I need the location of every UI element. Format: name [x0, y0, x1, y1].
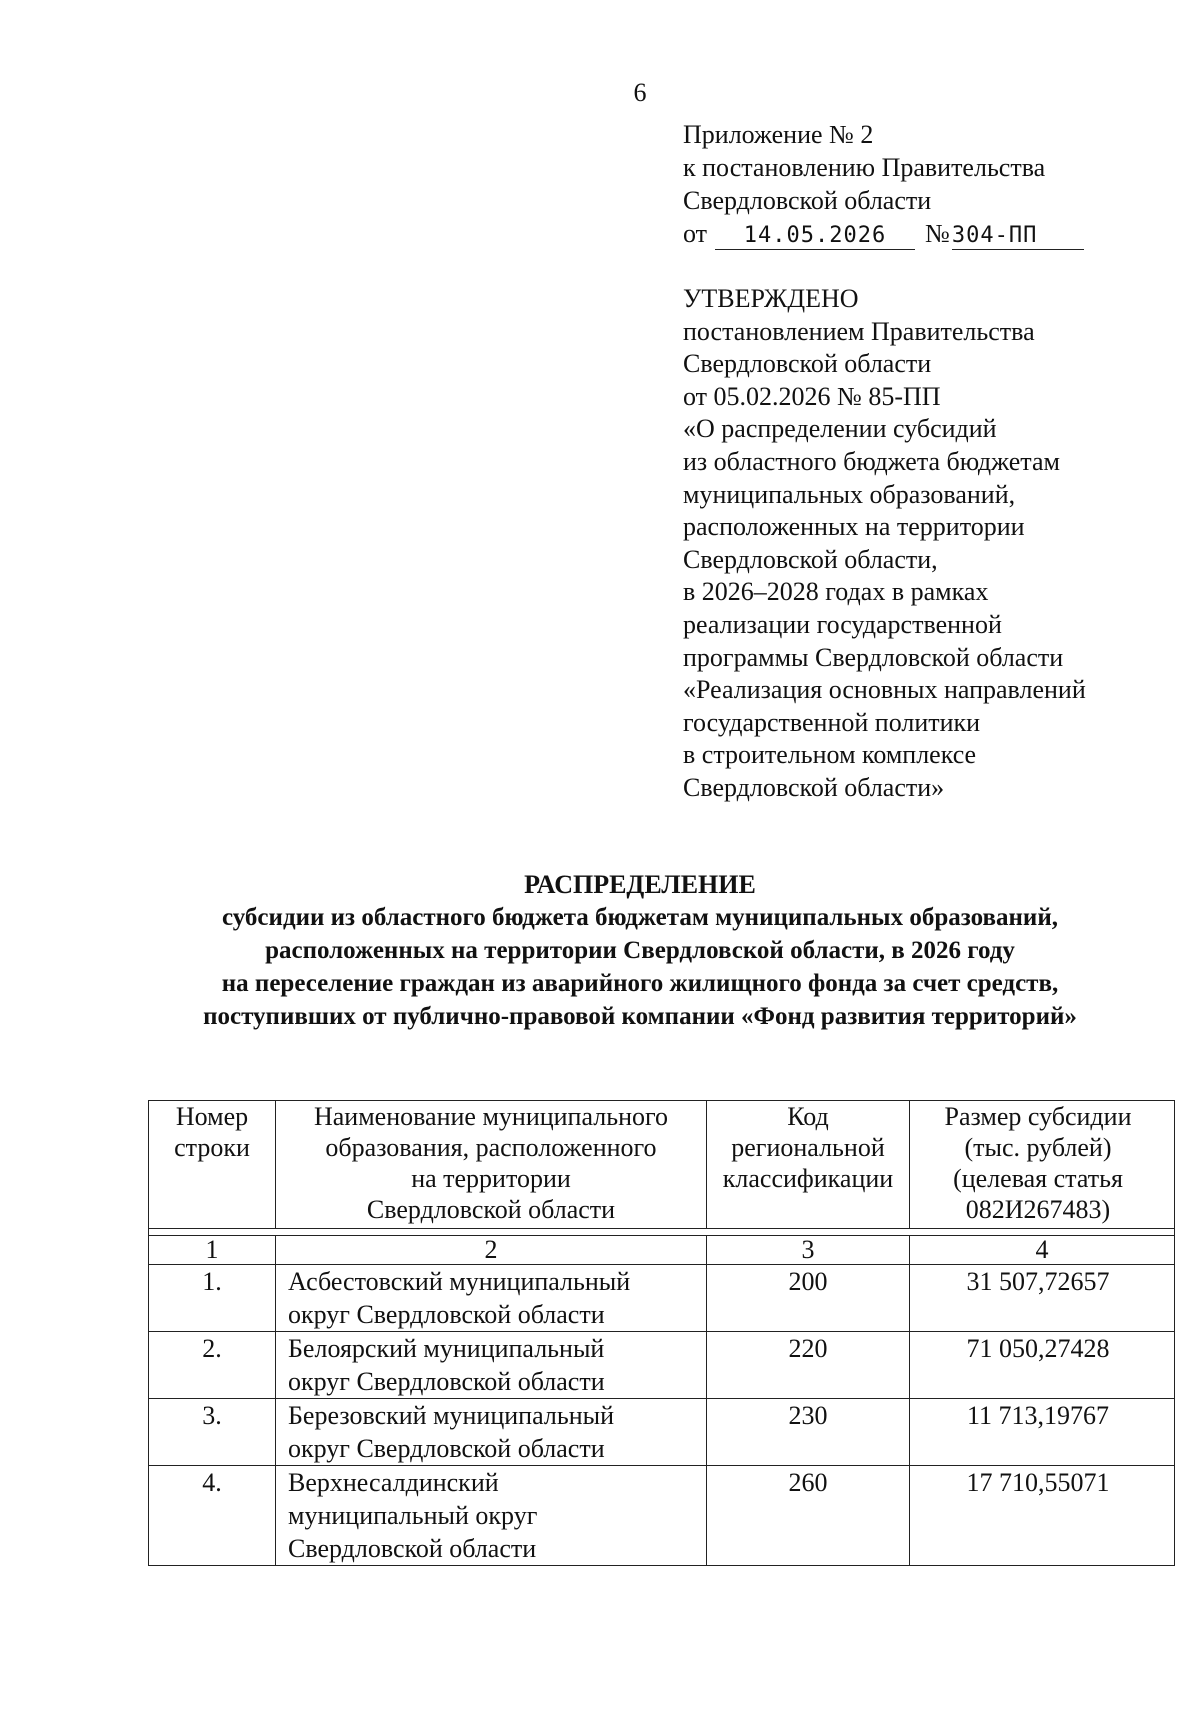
approved-line: «Реализация основных направлений — [683, 675, 1086, 705]
region-code: 200 — [707, 1265, 910, 1332]
number-label: № — [925, 219, 950, 248]
municipality-name — [276, 1332, 707, 1399]
document-heading — [0, 868, 1200, 1033]
subsidy-amount: 11 713,19767 — [910, 1399, 1175, 1466]
column-number: 2 — [276, 1236, 707, 1265]
distribution-table — [148, 1100, 1175, 1566]
approved-line: от 05.02.2026 № 85-ПП — [683, 381, 941, 411]
table-row — [149, 1466, 1175, 1566]
approved-line: государственной политики — [683, 707, 981, 737]
name-line: Березовский муниципальный — [288, 1401, 614, 1430]
name-line: муниципальный округ — [288, 1501, 538, 1530]
header-text: 082И267483) — [965, 1195, 1111, 1224]
column-number-row — [149, 1236, 1175, 1265]
name-line: округ Свердловской области — [288, 1434, 605, 1463]
annex-block — [683, 118, 1084, 250]
header-text: Размер субсидии — [944, 1102, 1132, 1131]
heading-line: субсидии из областного бюджета бюджетам муниципальных образований, — [222, 904, 1058, 931]
table-row — [149, 1399, 1175, 1466]
subsidy-amount: 71 050,27428 — [910, 1332, 1175, 1399]
header-text: классификации — [722, 1164, 894, 1193]
approved-line: из областного бюджета бюджетам — [683, 446, 1060, 476]
name-line: Белоярский муниципальный — [288, 1334, 605, 1363]
resolution-number: 304-ПП — [952, 223, 1084, 250]
approved-line: в 2026–2028 годах в рамках — [683, 577, 989, 607]
header-text: Код — [787, 1102, 829, 1131]
municipality-name — [276, 1399, 707, 1466]
approved-line: программы Свердловской области — [683, 642, 1064, 672]
name-line: округ Свердловской области — [288, 1300, 605, 1329]
table-row — [149, 1265, 1175, 1332]
region-code: 230 — [707, 1399, 910, 1466]
row-number: 4. — [149, 1466, 276, 1566]
column-number: 3 — [707, 1236, 910, 1265]
header-text: Номер — [175, 1102, 249, 1131]
column-number: 1 — [149, 1236, 276, 1265]
table-separator — [149, 1229, 1175, 1236]
approved-line: Свердловской области — [683, 349, 932, 379]
header-text: Свердловской области — [366, 1195, 616, 1224]
header-text: образования, расположенного — [325, 1133, 657, 1162]
header-municipality — [276, 1101, 707, 1229]
header-text: Наименование муниципального — [313, 1102, 669, 1131]
municipality-name — [276, 1265, 707, 1332]
heading-line: поступивших от публично-правовой компании «Фонд развития территорий» — [203, 1003, 1077, 1030]
approved-line: Свердловской области, — [683, 544, 938, 574]
header-text: региональной — [731, 1133, 885, 1162]
annex-line: к постановлению Правительства — [683, 153, 1046, 182]
region-code: 220 — [707, 1332, 910, 1399]
name-line: Асбестовский муниципальный — [288, 1267, 631, 1296]
approved-line: реализации государственной — [683, 609, 1002, 639]
row-number: 3. — [149, 1399, 276, 1466]
header-amount — [910, 1101, 1175, 1229]
column-number: 4 — [910, 1236, 1175, 1265]
table-row — [149, 1332, 1175, 1399]
row-number: 2. — [149, 1332, 276, 1399]
header-text: строки — [174, 1133, 250, 1162]
approved-line: Свердловской области» — [683, 772, 945, 802]
heading-line: расположенных на территории Свердловской области, в 2026 году — [265, 937, 1015, 964]
annex-line: Приложение № 2 — [683, 120, 874, 149]
heading-title: РАСПРЕДЕЛЕНИЕ — [524, 870, 756, 899]
approved-line: «О распределении субсидий — [683, 414, 997, 444]
header-text: на территории — [411, 1164, 571, 1193]
annex-date-line — [683, 217, 1084, 250]
from-label: от — [683, 219, 708, 248]
resolution-date: 14.05.2026 — [715, 223, 915, 250]
header-row-number — [149, 1101, 276, 1229]
approved-line: УТВЕРЖДЕНО — [683, 284, 859, 313]
municipality-name — [276, 1466, 707, 1566]
name-line: Свердловской области — [288, 1534, 537, 1563]
row-number: 1. — [149, 1265, 276, 1332]
annex-line: Свердловской области — [683, 186, 932, 215]
page-number: 6 — [633, 78, 647, 107]
header-text: (тыс. рублей) — [964, 1133, 1112, 1162]
name-line: округ Свердловской области — [288, 1367, 605, 1396]
name-line: Верхнесалдинский — [288, 1468, 499, 1497]
approved-line: расположенных на территории — [683, 512, 1025, 542]
approved-line: постановлением Правительства — [683, 316, 1035, 346]
approved-block — [683, 283, 1086, 805]
region-code: 260 — [707, 1466, 910, 1566]
header-text: (целевая статья — [953, 1164, 1123, 1193]
header-code — [707, 1101, 910, 1229]
heading-line: на переселение граждан из аварийного жилищного фонда за счет средств, — [221, 970, 1059, 997]
approved-line: в строительном комплексе — [683, 740, 977, 770]
subsidy-amount: 31 507,72657 — [910, 1265, 1175, 1332]
subsidy-amount: 17 710,55071 — [910, 1466, 1175, 1566]
table-header-row — [149, 1101, 1175, 1229]
approved-line: муниципальных образований, — [683, 479, 1016, 509]
